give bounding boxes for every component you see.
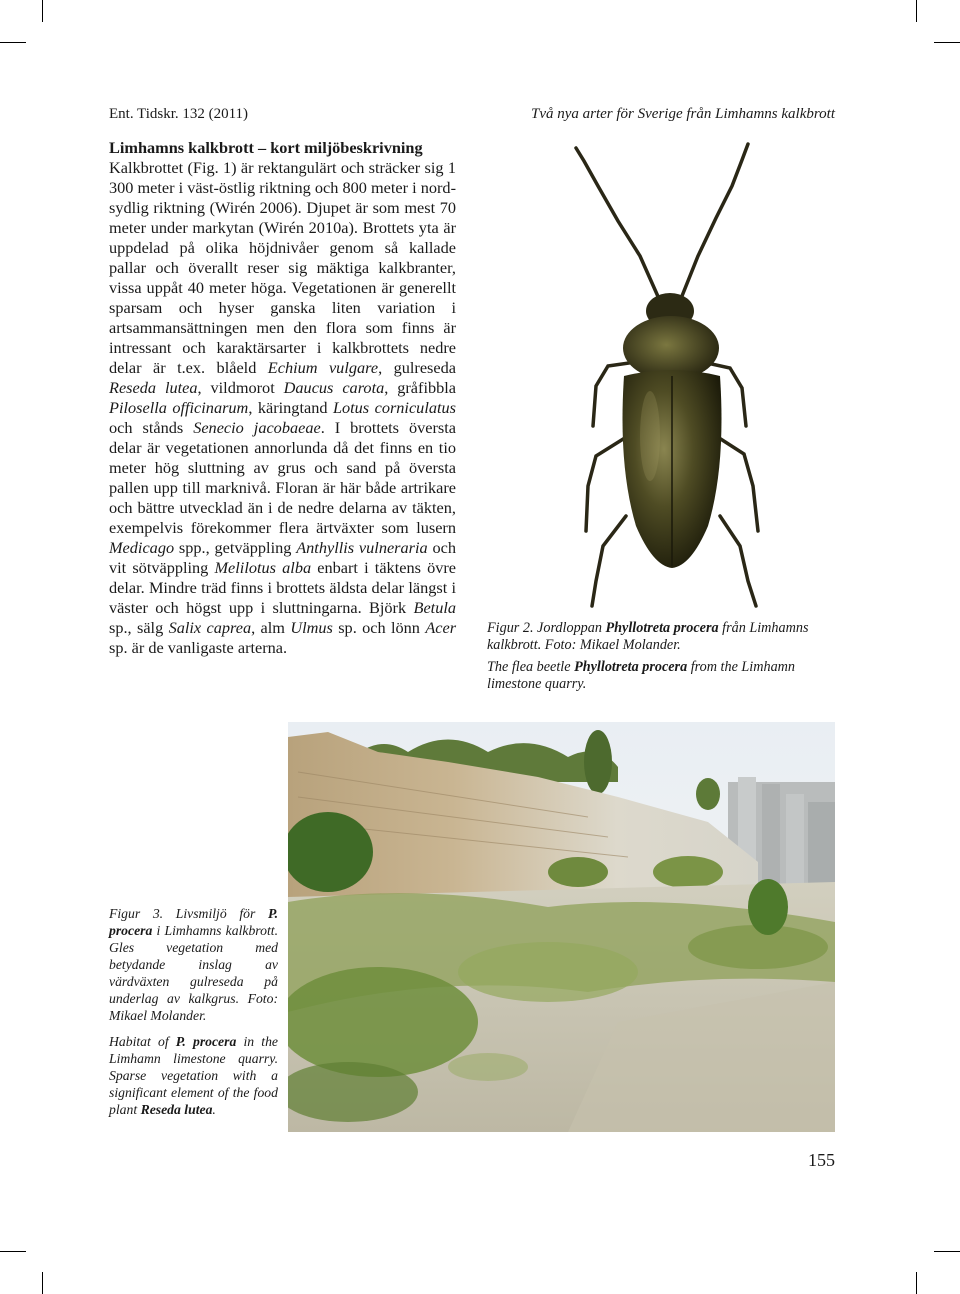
crop-mark (0, 42, 26, 43)
journal-header: Ent. Tidskr. 132 (2011) (109, 106, 249, 122)
crop-mark (42, 0, 43, 22)
running-title: Två nya arter för Sverige från Limhamns kalkbrott (530, 106, 835, 122)
beetle-photo (548, 136, 798, 614)
article-column (109, 138, 456, 658)
caption-english: Habitat of P. procera in the Limhamn limestone quarry. Sparse vegetation with a significant element of the food plant Reseda lutea. (109, 1034, 278, 1117)
caption-english: The flea beetle Phyllotreta procera from the Limhamn limestone quarry. (487, 659, 796, 692)
caption-swedish: Figur 2. Jordloppan Phyllotreta procera från Limhamns kalkbrott. Foto: Mikael Molander. (487, 620, 809, 653)
crop-mark (934, 1251, 960, 1252)
figure-2-caption (487, 620, 835, 698)
quarry-habitat-illustration (288, 722, 835, 1132)
body-paragraph: Kalkbrottet (Fig. 1) är rektangulärt och sträcker sig 1 300 meter i väst-östlig riktning och 800 meter i nord-sydlig riktning (Wirén 2006). Djupet är som mest 70 meter under markytan (Wirén 2010a). Brottets yta är uppdelad på olika höjdnivåer genom så kallade pallar och överallt reser sig mäktiga kalkbranter, vissa uppåt 40 meter höga. Vegetationen är generellt sparsam och hyser ganska liten variation i artsammansättningen men den flora som finns är intressant och karaktärsarter i kalkbrottets nedre delar är t.ex. blåeld Echium vulgare, gulreseda Reseda lutea, vildmorot Daucus carota, gråfibbla Pilosella officinarum, käringtand Lotus corniculatus och stånds Senecio jacobaeae. I brottets översta delar är vegetationen annorlunda då det finns en tio meter hög sluttning av grus och sand på översta pallen upp till marknivå. Floran är här både artrikare och bättre utvecklad än i de nedre delarna av täkten, exempelvis förekommer flera ärtväxter som lusern Medicago spp., getväppling Anthyllis vulneraria och vit sötväppling Melilotus alba enbart i täktens övre delar. Mindre träd finns i brottets äldsta delar längst i väster och högst upp i sluttningarna. Björk Betula sp., sälg Salix caprea, alm Ulmus sp. och lönn Acer sp. är de vanligaste arterna. (109, 158, 457, 657)
figure-3-caption (109, 905, 278, 1127)
crop-mark (916, 1272, 917, 1294)
crop-mark (916, 0, 917, 22)
caption-swedish: Figur 3. Livsmiljö för P. procera i Limhamns kalkbrott. Gles vegetation med betydande inslag av värdväxten gulreseda på underlag av kalkgrus. Foto: Mikael Molander. (109, 906, 278, 1023)
quarry-photo (288, 722, 835, 1132)
crop-mark (934, 42, 960, 43)
crop-mark (0, 1251, 26, 1252)
crop-mark (42, 1272, 43, 1294)
page-number: 155 (808, 1150, 835, 1170)
flea-beetle-illustration (548, 136, 798, 614)
section-heading: Limhamns kalkbrott – kort miljöbeskrivning (109, 138, 423, 157)
